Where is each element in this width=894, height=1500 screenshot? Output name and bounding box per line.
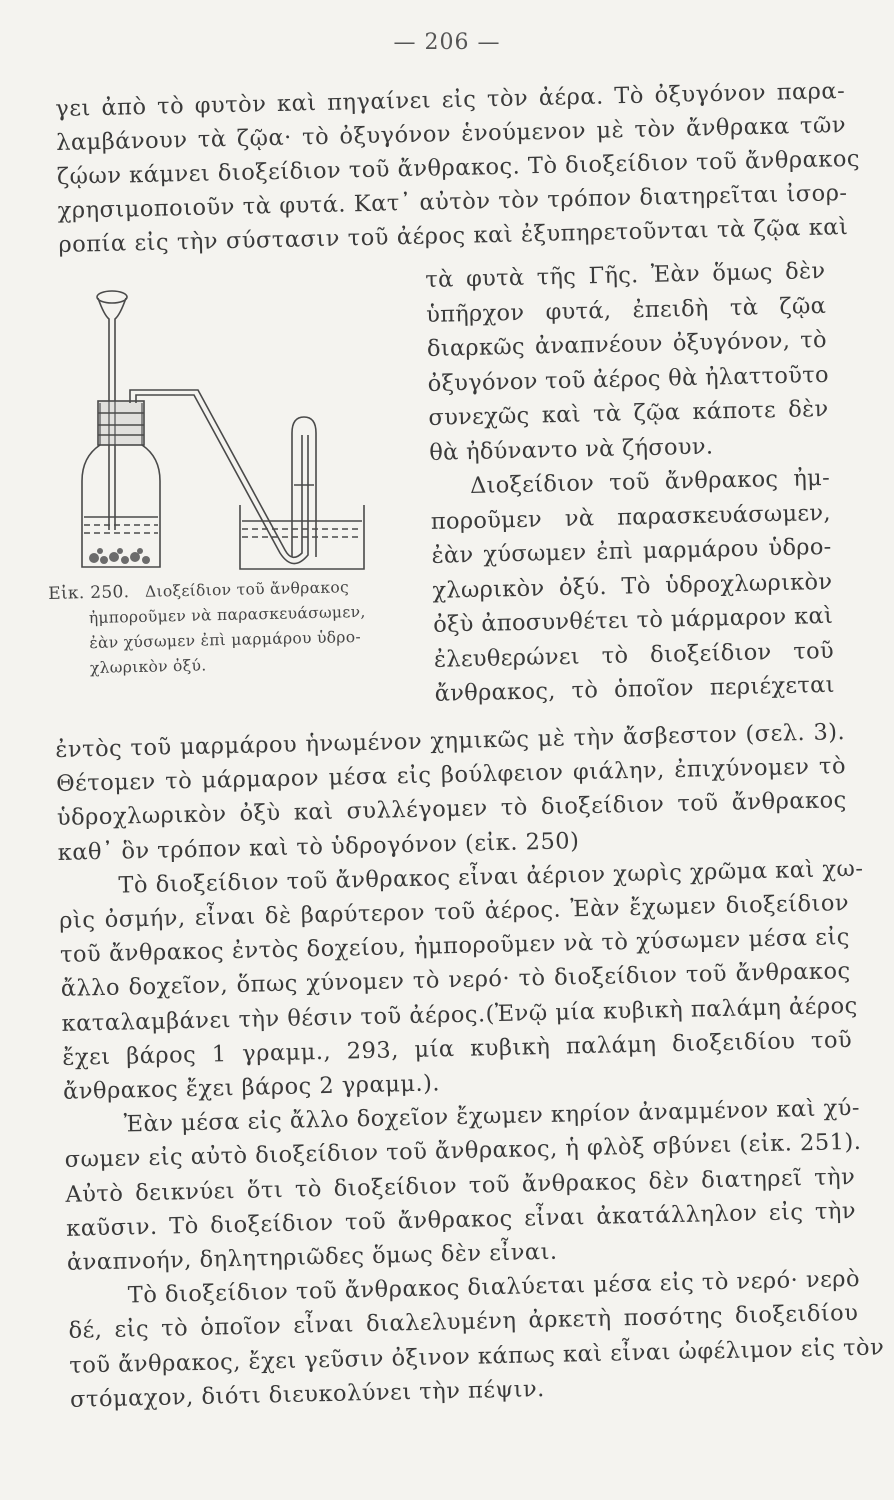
text-line: Αὐτὸ δεικνύει ὅτι τὸ διοξείδιον τοῦ ἄνθρακος δὲν διατηρεῖ τὴν [65,1163,856,1208]
text-line: χλωρικὸν ὀξύ. Τὸ ὑδροχλωρικὸν [432,568,833,604]
figure-caption [48,574,410,682]
text-line: ἀναπνοήν, δηλητηριῶδες ὅμως δὲν εἶναι. [66,1238,558,1276]
text-line: Διοξείδιον τοῦ ἄνθρακος ἠμ- [469,464,831,500]
text-line: θὰ ἠδύναντο νὰ ζήσουν. [429,433,714,466]
woulff-bottle-apparatus-illustration [80,285,400,580]
text-line: ἔχει βάρος 1 γραμμ., 293, μία κυβικὴ παλάμη διοξειδίου τοῦ [62,1026,853,1071]
text-line: χρησιμοποιοῦν τὰ φυτά. Κατ᾽ αὐτὸν τὸν τρόπον διατηρεῖται ἰσορ- [57,180,848,224]
text-line: ροπία εἰς τὴν σύστασιν τοῦ ἀέρος καὶ ἐξυπηρετοῦνται τὰ ζῷα καὶ [58,214,849,258]
text-line: Ἐὰν μέσα εἰς ἄλλο δοχεῖον ἔχωμεν κηρίον ἀναμμένον καὶ χύ- [123,1095,861,1138]
text-line: ὀξυγόνον τοῦ ἀέρος θὰ ἠλαττοῦτο [427,361,830,397]
text-line: ἄνθρακος ἔχει βάρος 2 γραμμ.). [62,1070,441,1105]
text-line: γει ἀπὸ τὸ φυτὸν καὶ πηγαίνει εἰς τὸν ἀέρα. Τὸ ὀξυγόνον παρα- [55,78,846,122]
text-line: καῦσιν. Τὸ διοξείδιον τοῦ ἄνθρακος εἶναι ἀκατάλληλον εἰς τὴν [65,1197,857,1242]
text-line: ἐντὸς τοῦ μαρμάρου ἡνωμένον χημικῶς μὲ τὴν ἄσβεστον (σελ. 3). [55,719,846,763]
text-line: ἐλευθερώνει τὸ διοξείδιον τοῦ [433,637,835,673]
text-line: ἐὰν χύσωμεν ἐπὶ μαρμάρου ὑδρο- [431,533,832,569]
text-line: σωμεν εἰς αὐτὸ διοξείδιον τοῦ ἄνθρακος, ἡ φλὸξ σβύνει (εἰκ. 251). [64,1129,862,1174]
figure-label: Εἰκ. 250. [48,582,130,604]
text-line: ρὶς ὀσμήν, εἶναι δὲ βαρύτερον τοῦ ἀέρος. Ἐὰν ἔχωμεν διοξείδιον [58,890,850,934]
text-line: συνεχῶς καὶ τὰ ζῷα κάποτε δὲν [428,395,829,431]
text-line: ὑπῆρχον φυτά, ἐπειδὴ τὰ ζῷα [425,292,827,328]
caption-line: χλωρικὸν ὀξύ. [89,656,207,678]
text-line: ὑδροχλωρικὸν ὀξὺ καὶ συλλέγομεν τὸ διοξείδιον τοῦ ἄνθρακος [56,787,848,832]
caption-line: ἐὰν χύσωμεν ἐπὶ μαρμάρου ὑδρο- [89,627,362,653]
page-number: — 206 — [393,30,501,55]
text-line: καθ᾽ ὃν τρόπον καὶ τὸ ὑδρογόνον (εἰκ. 250) [57,827,580,866]
text-line: ζῴων κάμνει διοξείδιον τοῦ ἄνθρακος. Τὸ διοξείδιον τοῦ ἄνθρακος [56,145,861,190]
text-line: τοῦ ἄνθρακος ἐντὸς δοχείου, ἠμποροῦμεν νὰ τὸ χύσωμεν μέσα εἰς [59,924,851,969]
bottom-paragraphs [55,715,885,1417]
text-line: ποροῦμεν νὰ παρασκευάσωμεν, [430,499,832,535]
text-line: διαρκῶς ἀναπνέουν ὀξυγόνον, τὸ [426,326,828,362]
text-line: τοῦ ἄνθρακος, ἔχει γεῦσιν ὀξινον κάπως καὶ εἶναι ὠφέλιμον εἰς τὸν [69,1334,885,1379]
right-column-text [425,254,835,711]
top-paragraph [55,74,861,262]
text-line: Τὸ διοξείδιον τοῦ ἄνθρακος διαλύεται μέσα εἰς τὸ νερό· νερὸ [127,1266,861,1309]
text-line: δέ, εἰς τὸ ὁποῖον εἶναι διαλελυμένη ἀρκετὴ ποσότης διοξειδίου [68,1300,859,1345]
text-line: Τὸ διοξείδιον τοῦ ἄνθρακος εἶναι ἀέριον χωρὶς χρῶμα καὶ χω- [118,855,864,899]
text-line: Θέτομεν τὸ μάρμαρον μέσα εἰς βούλφειον φιάλην, ἐπιχύνομεν τὸ [55,753,847,798]
text-line: λαμβάνουν τὰ ζῷα· τὸ ὀξυγόνον ἑνούμενον μὲ τὸν ἄνθρακα τῶν [55,112,847,156]
caption-line: ἠμποροῦμεν νὰ παρασκευάσωμεν, [88,602,366,628]
text-line: καταλαμβάνει τὴν θέσιν τοῦ ἀέρος.(Ἐνῷ μία κυβικὴ παλάμη ἀέρος [61,992,858,1037]
text-line: ἄλλο δοχεῖον, ὅπως χύνομεν τὸ νερό· τὸ διοξείδιον τοῦ ἄνθρακος [60,958,851,1003]
text-line: ἄνθρακος, τὸ ὁποῖον περιέχεται [434,671,835,707]
text-line: ὀξὺ ἀποσυνθέτει τὸ μάρμαρον καὶ [432,602,834,638]
text-line: τὰ φυτὰ τῆς Γῆς. Ἐὰν ὅμως δὲν [425,257,826,293]
text-line: στόμαχον, διότι διευκολύνει τὴν πέψιν. [69,1375,546,1413]
caption-text: Διοξείδιον τοῦ ἄνθρακος [144,578,350,601]
